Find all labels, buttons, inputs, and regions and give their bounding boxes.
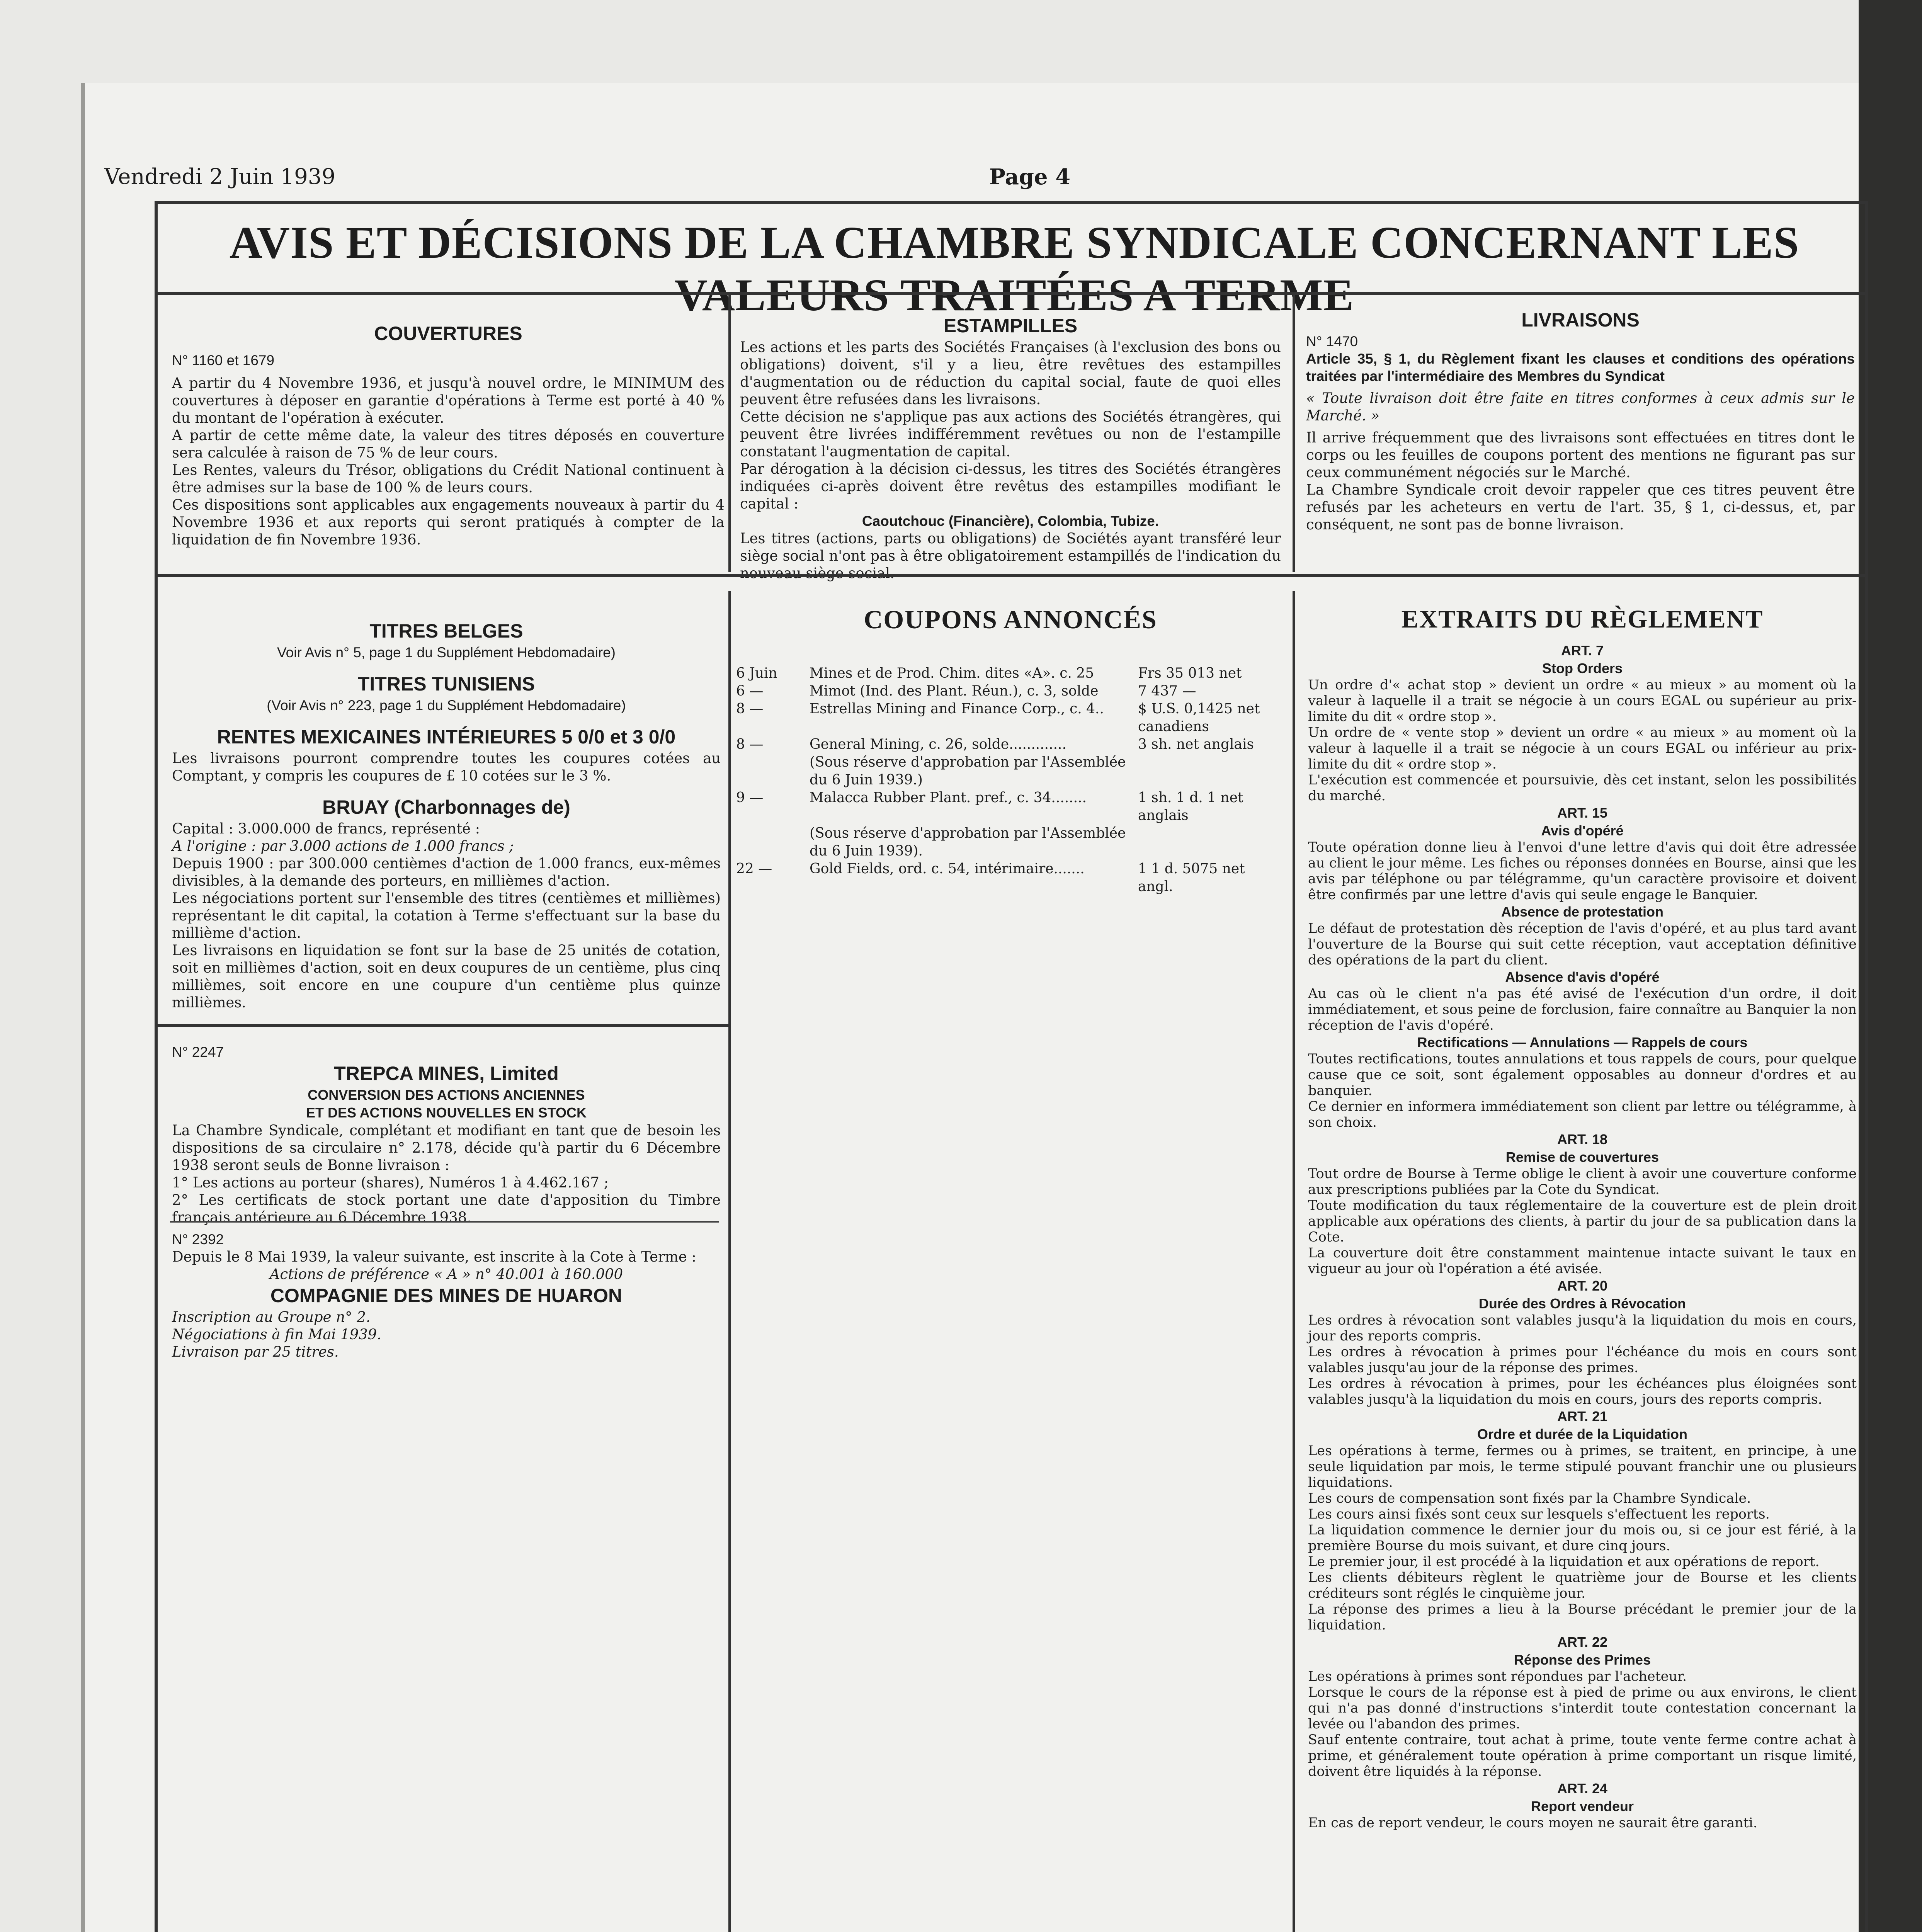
header-date: Vendredi 2 Juin 1939: [104, 164, 336, 189]
art24-heading: Report vendeur: [1531, 1798, 1634, 1814]
title-rule: [155, 292, 1868, 295]
art15-heading2: Absence de protestation: [1501, 904, 1664, 920]
coupon-row: [736, 682, 1281, 700]
bruay-p4: Les négociations portent sur l'ensemble des titres (centièmes et millièmes) représentant le dit capital, la cotation à Terme s'effectuant sur la base du millième d'action.: [172, 890, 721, 941]
estampilles-p3: Par dérogation à la décision ci-dessus, les titres des Sociétés étrangères indiquées ci-après doivent être revêtus des estampilles modifiant le capital :: [740, 461, 1281, 512]
belges-sub: Voir Avis n° 5, page 1 du Supplément Hebdomadaire): [277, 645, 616, 660]
estampilles-p2: Cette décision ne s'applique pas aux actions des Sociétés étrangères, qui peuvent être livrées indifféremment revêtues ou non de l'estampille constatant l'augmentation de capital.: [740, 408, 1281, 460]
livraisons-p4: La Chambre Syndicale croit devoir rappeler que ces titres peuvent être refusés par les acheteurs en vertu de l'art. 35, § 1, ci-dessus, et, par conséquent, ne sont pas de bonne livraison.: [1306, 481, 1855, 533]
art7-p2: Un ordre de « vente stop » devient un ordre « au mieux » au moment où la valeur à laquelle il a trait se négocie à un cours EGAL ou inférieur au prix-limite du dit « ordre stop ».: [1308, 725, 1857, 772]
couvertures-p4: Ces dispositions sont applicables aux engagements nouveaux à partir du 4 Novembre 1936 et aux reports qui seront pratiqués à compter de la liquidation de fin Novembre 1936.: [172, 497, 725, 548]
trepca-p3: 2° Les certificats de stock portant une date d'apposition du Timbre français antérieure au 6 Décembre 1938.: [172, 1192, 721, 1226]
livraisons-p2: « Toute livraison doit être faite en titres conformes à ceux admis sur le Marché. »: [1306, 390, 1855, 424]
art15-heading3: Absence d'avis d'opéré: [1505, 969, 1660, 985]
coupon-name: Mines et de Prod. Chim. dites «A». c. 25: [810, 665, 1094, 681]
couvertures-ref: N° 1160 et 1679: [172, 352, 275, 368]
livraisons-heading: LIVRAISONS: [1521, 309, 1640, 331]
coupon-date: 22 —: [736, 861, 772, 877]
coupon-name: Gold Fields, ord. c. 54, intérimaire.......: [810, 861, 1085, 877]
top-row-rule: [155, 574, 1868, 577]
huaron-p2: Actions de préférence « A » n° 40.001 à 160.000: [269, 1266, 623, 1282]
extraits-section: [1308, 601, 1857, 1831]
art22-heading: Réponse des Primes: [1514, 1652, 1651, 1668]
col-rule-4: [1293, 591, 1295, 1932]
coupon-value: 1 1 d. 5075 net angl.: [1138, 861, 1245, 895]
rentes-p1: Les livraisons pourront comprendre toutes les coupures cotées au Comptant, y compris les coupures de £ 10 cotées sur le 3 %.: [172, 750, 721, 784]
coupon-row: [736, 789, 1281, 825]
art15-label: ART. 15: [1557, 805, 1608, 821]
art21-heading: Ordre et durée de la Liquidation: [1477, 1426, 1688, 1442]
estampilles-heading: ESTAMPILLES: [943, 315, 1078, 337]
couvertures-p3: Les Rentes, valeurs du Trésor, obligations du Crédit National continuent à être admises sur la base de 100 % de leurs cours.: [172, 462, 725, 496]
art15-heading: Avis d'opéré: [1541, 823, 1624, 838]
coupon-row: [736, 736, 1281, 753]
extraits-heading: EXTRAITS DU RÈGLEMENT: [1401, 605, 1764, 633]
col-rule-3: [728, 591, 731, 1932]
art20-label: ART. 20: [1557, 1278, 1608, 1294]
coupon-row: [736, 860, 1281, 896]
page-title: AVIS ET DÉCISIONS DE LA CHAMBRE SYNDICALE CONCERNANT LES VALEURS TRAITÉES A TERME: [229, 217, 1800, 320]
art7-p3: L'exécution est commencée et poursuivie, dès cet instant, selon les possibilités du marché.: [1308, 772, 1857, 804]
coupon-value: [1138, 753, 1281, 789]
col-rule-2: [1293, 294, 1295, 572]
art15-p3: Au cas où le client n'a pas été avisé de l'exécution d'un ordre, il doit immédiatement, et sous peine de forclusion, faire connaître au Banquier la non réception de l'avis d'opéré.: [1308, 986, 1857, 1033]
art21-p7: La réponse des primes a lieu à la Bourse précédant le premier jour de la liquidation.: [1308, 1602, 1857, 1633]
livraisons-section: [1306, 307, 1855, 533]
bruay-p1: Capital : 3.000.000 de francs, représenté :: [172, 820, 480, 837]
livraisons-ref: N° 1470: [1306, 333, 1358, 349]
belges-heading: TITRES BELGES: [369, 620, 523, 642]
coupon-value: 7 437 —: [1138, 683, 1196, 699]
left-rule-2: [170, 1221, 719, 1223]
art21-p6: Les clients débiteurs règlent le quatrième jour de Bourse et les clients créditeurs sont réglés le cinquième jour.: [1308, 1570, 1857, 1601]
trepca-p1: La Chambre Syndicale, complétant et modifiant en tant que de besoin les dispositions de sa circulaire n° 2.178, décide qu'à partir du 6 Décembre 1938 seront seuls de Bonne livraison :: [172, 1122, 721, 1173]
tunisiens-heading: TITRES TUNISIENS: [357, 673, 535, 695]
coupon-value: 3 sh. net anglais: [1138, 736, 1254, 752]
bruay-heading: BRUAY (Charbonnages de): [322, 796, 570, 818]
header-page: Page 4: [989, 164, 1071, 190]
coupon-name: Malacca Rubber Plant. pref., c. 34........: [810, 790, 1087, 806]
art20-p2: Les ordres à révocation à primes pour l'échéance du mois en cours sont valables jusqu'au jour de la réponse des primes.: [1308, 1344, 1857, 1376]
coupon-value: [1138, 825, 1281, 860]
huaron-p3: Inscription au Groupe n° 2.: [172, 1309, 371, 1325]
art21-p5: Le premier jour, il est procédé à la liquidation et aux opérations de report.: [1308, 1554, 1820, 1570]
art15-p1: Toute opération donne lieu à l'envoi d'une lettre d'avis qui doit être adressée au client le jour même. Les fiches ou réponses données en Bourse, ainsi que les avis par téléphone ou par télégramme, qu'un caractère provisoire et doivent être confirmés par une lettre d'avis qui seule engage le Banquier.: [1308, 840, 1857, 903]
coupon-date: [736, 825, 810, 860]
coupon-row: [736, 665, 1281, 682]
art7-p1: Un ordre d'« achat stop » devient un ordre « au mieux » au moment où la valeur à laquelle il a trait se négocie à un cours EGAL ou supérieur au prix-limite du dit « ordre stop ».: [1308, 677, 1857, 724]
coupon-name: (Sous réserve d'approbation par l'Assemblée du 6 Juin 1939.): [810, 754, 1126, 788]
trepca-sub1: CONVERSION DES ACTIONS ANCIENNES: [308, 1087, 585, 1103]
coupon-name: General Mining, c. 26, solde.............: [810, 736, 1066, 752]
huaron-section: [172, 1231, 721, 1361]
art18-p2: Toute modification du taux réglementaire de la couverture est de plein droit applicable aux opérations des clients, à partir du jour de sa publication dans la Cote.: [1308, 1198, 1857, 1245]
estampilles-p1: Les actions et les parts des Sociétés Françaises (à l'exclusion des bons ou obligations) doivent, s'il y a lieu, être revêtues des estampilles d'augmentation ou de réduction du capital social, faute de quoi elles peuvent être refusées dans les livraisons.: [740, 339, 1281, 408]
art21-p2: Les cours de compensation sont fixés par la Chambre Syndicale.: [1308, 1491, 1751, 1506]
coupon-date: 8 —: [736, 701, 764, 717]
art18-p3: La couverture doit être constamment maintenue intacte suivant le taux en vigueur au jour où l'opération a été avisée.: [1308, 1245, 1857, 1277]
art15-p5: Ce dernier en informera immédiatement son client par lettre ou télégramme, à son choix.: [1308, 1099, 1857, 1130]
huaron-p1: Depuis le 8 Mai 1939, la valeur suivante, est inscrite à la Cote à Terme :: [172, 1248, 696, 1265]
coupon-name: Estrellas Mining and Finance Corp., c. 4..: [810, 701, 1104, 717]
estampilles-p4: Caoutchouc (Financière), Colombia, Tubize.: [862, 513, 1159, 529]
trepca-sub2: ET DES ACTIONS NOUVELLES EN STOCK: [306, 1105, 587, 1121]
art21-p1: Les opérations à terme, fermes ou à primes, se traitent, en principe, à une seule liquidation par mois, le terme stipulé pouvant franchir une ou plusieurs liquidations.: [1308, 1443, 1857, 1490]
art7-heading: Stop Orders: [1542, 660, 1623, 676]
coupon-date: 8 —: [736, 736, 764, 752]
art22-label: ART. 22: [1557, 1634, 1608, 1650]
coupon-row: [736, 753, 1281, 789]
rentes-heading: RENTES MEXICAINES INTÉRIEURES 5 0/0 et 3 0/0: [217, 726, 676, 748]
art7-label: ART. 7: [1561, 643, 1604, 658]
livraisons-p1: Article 35, § 1, du Règlement fixant les clauses et conditions des opérations traitées par l'intermédiaire des Membres du Syndicat: [1306, 351, 1855, 384]
art24-p1: En cas de report vendeur, le cours moyen ne saurait être garanti.: [1308, 1815, 1758, 1831]
art20-heading: Durée des Ordres à Révocation: [1478, 1296, 1686, 1311]
coupon-date: 6 Juin: [736, 665, 777, 681]
art15-p2: Le défaut de protestation dès réception de l'avis d'opéré, et au plus tard avant l'ouverture de la Bourse qui suit cette réception, vaut acceptation définitive des opérations de la part du client.: [1308, 921, 1857, 968]
art21-p4: La liquidation commence le dernier jour du mois ou, si ce jour est férié, à la première Bourse du mois suivant, et dure cinq jours.: [1308, 1522, 1857, 1554]
coupon-name: Mimot (Ind. des Plant. Réun.), c. 3, solde: [810, 683, 1099, 699]
bruay-p2: A l'origine : par 3.000 actions de 1.000 francs ;: [172, 838, 514, 854]
coupon-row: [736, 700, 1281, 736]
art18-heading: Remise de couvertures: [1505, 1149, 1659, 1165]
coupons-title-block: [740, 601, 1281, 638]
art22-p1: Les opérations à primes sont répondues par l'acheteur.: [1308, 1669, 1687, 1684]
coupons-table: [736, 665, 1281, 896]
coupon-value: $ U.S. 0,1425 net canadiens: [1138, 701, 1260, 735]
art20-p3: Les ordres à révocation à primes, pour les échéances plus éloignées sont valables jusqu'à la liquidation du mois en cours, jours des reports compris.: [1308, 1376, 1857, 1407]
trepca-p2: 1° Les actions au porteur (shares), Numéros 1 à 4.462.167 ;: [172, 1174, 609, 1191]
trepca-ref: N° 2247: [172, 1044, 224, 1060]
coupon-date: 6 —: [736, 683, 764, 699]
tunisiens-sub: (Voir Avis n° 223, page 1 du Supplément Hebdomadaire): [267, 697, 626, 713]
couvertures-p1: A partir du 4 Novembre 1936, et jusqu'à nouvel ordre, le MINIMUM des couvertures à déposer en garantie d'opérations à Terme est porté à 40 % du montant de l'opération à exécuter.: [172, 375, 725, 426]
art18-label: ART. 18: [1557, 1131, 1608, 1147]
coupon-name: (Sous réserve d'approbation par l'Assemblée du 6 Juin 1939).: [810, 825, 1126, 859]
coupon-value: Frs 35 013 net: [1138, 665, 1242, 681]
couvertures-section: [172, 321, 725, 548]
couvertures-p2: A partir de cette même date, la valeur des titres déposés en couverture sera calculée à raison de 75 % de leur cours.: [172, 427, 725, 461]
art15-heading4: Rectifications — Annulations — Rappels de cours: [1417, 1034, 1748, 1050]
huaron-p5: Livraison par 25 titres.: [172, 1344, 339, 1360]
huaron-p4: Négociations à fin Mai 1939.: [172, 1326, 381, 1343]
bruay-p5: Les livraisons en liquidation se font sur la base de 25 unités de cotation, soit en millièmes d'action, soit en deux coupures de un centième, plus cinq millièmes, soit encore en une coupure d'un centième plus quinze millièmes.: [172, 942, 721, 1011]
huaron-ref: N° 2392: [172, 1231, 224, 1247]
coupon-date: [736, 753, 810, 789]
estampilles-p5: Les titres (actions, parts ou obligations) de Sociétés ayant transféré leur siège social n'ont pas à être obligatoirement estampillés de l'indication du nouveau siège social.: [740, 530, 1281, 582]
trepca-heading: TREPCA MINES, Limited: [334, 1063, 559, 1084]
estampilles-section: [740, 313, 1281, 582]
art18-p1: Tout ordre de Bourse à Terme oblige le client à avoir une couverture conforme aux prescriptions publiées par la Cote du Syndicat.: [1308, 1166, 1857, 1197]
art22-p3: Sauf entente contraire, tout achat à prime, toute vente ferme contre achat à prime, et généralement toute opération à prime comportant un risque limité, doivent être liquidés à la réponse.: [1308, 1732, 1857, 1779]
coupon-value: 1 sh. 1 d. 1 net anglais: [1138, 790, 1243, 823]
art21-label: ART. 21: [1557, 1408, 1608, 1424]
left-rule-1: [155, 1024, 728, 1027]
left-column: [172, 618, 721, 1011]
trepca-section: [172, 1043, 721, 1226]
art20-p1: Les ordres à révocation sont valables jusqu'à la liquidation du mois en cours, jour des reports compris.: [1308, 1313, 1857, 1344]
huaron-heading: COMPAGNIE DES MINES DE HUARON: [270, 1285, 623, 1306]
livraisons-p3: Il arrive fréquemment que des livraisons sont effectuées en titres dont le corps ou les feuilles de coupons portent des mentions ne figurant pas sur ceux communément négociés sur le Marché.: [1306, 429, 1855, 481]
coupon-row: [736, 825, 1281, 860]
couvertures-heading: COUVERTURES: [374, 323, 522, 344]
art22-p2: Lorsque le cours de la réponse est à pied de prime ou aux environs, le client qui n'a pas donné d'instructions s'interdit toute contestation concernant la levée ou l'abandon des primes.: [1308, 1685, 1857, 1732]
col-rule-1: [728, 294, 731, 572]
coupons-heading: COUPONS ANNONCÉS: [864, 605, 1157, 634]
art21-p3: Les cours ainsi fixés sont ceux sur lesquels s'effectuent les reports.: [1308, 1507, 1770, 1522]
art24-label: ART. 24: [1557, 1781, 1608, 1796]
coupon-date: 9 —: [736, 790, 764, 806]
art15-p4: Toutes rectifications, toutes annulations et tous rappels de cours, pour quelque cause que ce soit, sont également opposables au donneur d'ordres et au banquier.: [1308, 1051, 1857, 1099]
bruay-p3: Depuis 1900 : par 300.000 centièmes d'action de 1.000 francs, eux-mêmes divisibles, à la demande des porteurs, en millièmes d'action.: [172, 855, 721, 889]
